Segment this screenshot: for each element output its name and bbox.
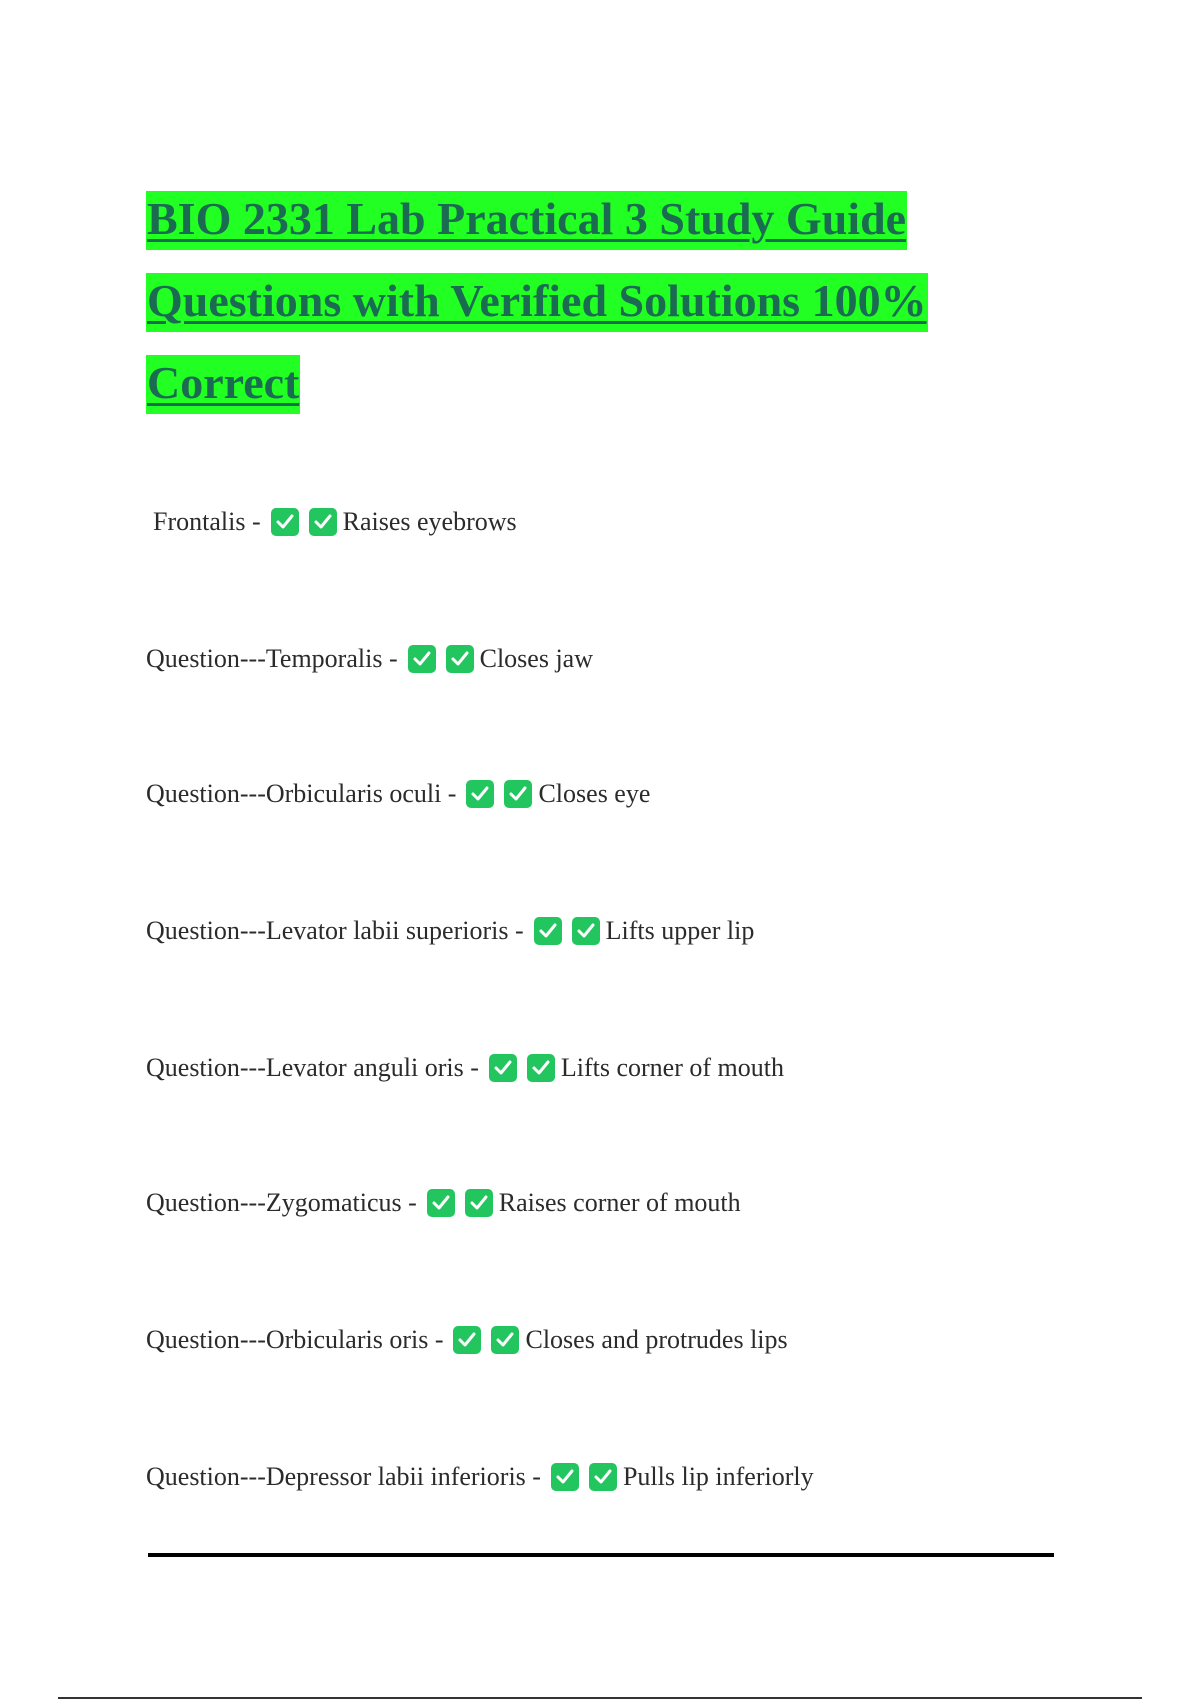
title-line	[146, 260, 1046, 342]
qa-item	[146, 911, 754, 951]
answer-text: Pulls lip inferiorly	[622, 1462, 814, 1491]
answer-text: Closes jaw	[479, 644, 593, 673]
check-box-icon	[271, 508, 299, 536]
answer-text: Closes and protrudes lips	[525, 1325, 788, 1354]
check-box-icon	[466, 780, 494, 808]
check-box-icon	[408, 645, 436, 673]
check-box-icon	[504, 780, 532, 808]
answer-text: Lifts corner of mouth	[560, 1053, 784, 1082]
qa-item	[146, 639, 593, 679]
question-text: Question---Temporalis -	[146, 644, 398, 673]
check-box-icon	[534, 917, 562, 945]
check-box-icon	[589, 1463, 617, 1491]
answer-text: Raises corner of mouth	[498, 1188, 741, 1217]
check-box-icon	[465, 1189, 493, 1217]
answer-text: Lifts upper lip	[605, 916, 755, 945]
answer-text: Closes eye	[538, 779, 651, 808]
title-line	[146, 342, 1046, 424]
check-box-icon	[572, 917, 600, 945]
qa-item	[146, 774, 650, 814]
check-box-icon	[527, 1054, 555, 1082]
answer-text: Raises eyebrows	[342, 507, 517, 536]
check-box-icon	[427, 1189, 455, 1217]
question-text: Question---Levator labii superioris -	[146, 916, 524, 945]
check-box-icon	[491, 1326, 519, 1354]
check-box-icon	[453, 1326, 481, 1354]
document-title	[146, 178, 1046, 424]
qa-item	[146, 1457, 814, 1497]
qa-item	[146, 1320, 788, 1360]
question-text: Question---Levator anguli oris -	[146, 1053, 479, 1082]
title-line-3: Correct	[146, 355, 300, 414]
question-text: Question---Orbicularis oris -	[146, 1325, 444, 1354]
title-line	[146, 178, 1046, 260]
content-divider	[148, 1553, 1054, 1557]
qa-item	[146, 1048, 784, 1088]
check-box-icon	[446, 645, 474, 673]
check-box-icon	[309, 508, 337, 536]
question-text: Question---Orbicularis oculi -	[146, 779, 457, 808]
question-text: Question---Zygomaticus -	[146, 1188, 417, 1217]
title-line-2: Questions with Verified Solutions 100%	[146, 273, 928, 332]
title-line-1: BIO 2331 Lab Practical 3 Study Guide	[146, 191, 907, 250]
footer-divider	[58, 1697, 1142, 1699]
check-box-icon	[489, 1054, 517, 1082]
question-text: Question---Depressor labii inferioris -	[146, 1462, 541, 1491]
question-text: Frontalis -	[153, 507, 261, 536]
check-box-icon	[551, 1463, 579, 1491]
qa-item	[146, 1183, 741, 1223]
qa-item	[153, 502, 517, 542]
